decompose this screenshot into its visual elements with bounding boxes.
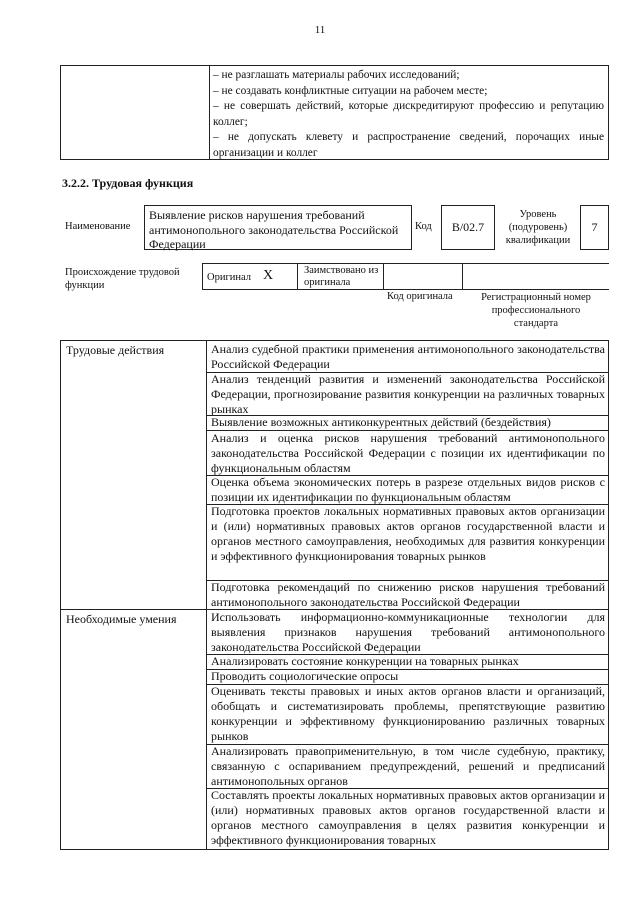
continuation-table [60, 65, 609, 160]
row-label-labor-actions: Трудовые действия [66, 343, 165, 357]
code-label: Код [415, 221, 432, 232]
table-row: Использовать информационно-коммуникационные технологии для выявления признаков нарушения требований антимонопольного законодательства Российской Федерации [211, 610, 605, 654]
function-code: B/02.7 [441, 205, 495, 250]
table-row: Оценивать тексты правовых и иных актов органов власти и организаций, обобщать и систематизировать проблемы, препятствующие развитию конкуренции и эффективному функционированию различных товарных рынков [211, 684, 605, 743]
table-row: Подготовка проектов локальных нормативных правовых актов организации и (или) нормативных правовых актов органов государственной власти и органов местного самоуправления, необходимых для развития конкуренции и эффективного функционирования товарных рынков [211, 504, 605, 563]
table-row: Проводить социологические опросы [211, 669, 399, 683]
section-heading: 3.2.2. Трудовая функция [62, 176, 194, 190]
table-row: Анализировать состояние конкуренции на товарных рынках [211, 654, 519, 668]
table-row: Анализ судебной практики применения антимонопольного законодательства Российской Федерации [211, 342, 605, 371]
original-label: Оригинал [207, 272, 251, 283]
origin-label: Происхождение трудовой функции [65, 267, 180, 291]
table-row: Оценка объема экономических потерь в разрезе отдельных видов рисков с позиции их идентификации по функциональным областям [211, 475, 605, 504]
reg-number-cell [462, 263, 609, 290]
table-row: Анализ и оценка рисков нарушения требований антимонопольного законодательства Российской Федерации с позиции их идентификации по функциональным областям [211, 431, 605, 475]
table-row: Выявление возможных антиконкурентных действий (бездействия) [211, 415, 551, 429]
original-mark: X [263, 268, 274, 283]
table-row: Составлять проекты локальных нормативных правовых актов организации и (или) нормативных правовых актов органов государственной власти и органов местного самоуправления в целях развития конкуренции и эффективного функционирования товарных [211, 788, 605, 847]
list-item: – не создавать конфликтные ситуации на рабочем месте; [213, 84, 488, 97]
list-item: – не совершать действий, которые дискредитируют профессию и репутацию коллег; [213, 100, 604, 128]
list-item: – не разглашать материалы рабочих исследований; [213, 69, 460, 81]
table-row: Подготовка рекомендаций по снижению рисков нарушения требований антимонопольного законодательства Российской Федерации [211, 580, 605, 609]
table-row: Анализировать правоприменительную, в том числе судебную, практику, связанную с оспариванием предупреждений, решений и предписаний антимонопольных органов [211, 744, 605, 788]
borrowed-label: Заимствовано из оригинала [304, 265, 379, 288]
row-label-required-skills: Необходимые умения [66, 612, 177, 626]
function-name: Выявление рисков нарушения требований антимонопольного законодательства Российской Федерации [144, 205, 412, 250]
reg-number-caption: Регистрационный номер профессионального стандарта [481, 292, 591, 329]
name-label: Наименование [65, 221, 131, 232]
list-item: – не допускать клевету и распространение сведений, порочащих иные организации и коллег [213, 131, 604, 159]
original-code-caption: Код оригинала [387, 291, 453, 302]
level-value: 7 [580, 205, 609, 250]
level-label: Уровень (подуровень) квалификации [505, 209, 571, 246]
table-divider [209, 66, 210, 159]
table-row: Анализ тенденций развития и изменений законодательства Российской Федерации, прогнозирование развития конкуренции на различных товарных рынках [211, 372, 605, 416]
column-divider [206, 340, 207, 850]
original-code-cell [383, 263, 462, 290]
page-number: 11 [314, 24, 326, 36]
continuation-cell [213, 68, 604, 161]
